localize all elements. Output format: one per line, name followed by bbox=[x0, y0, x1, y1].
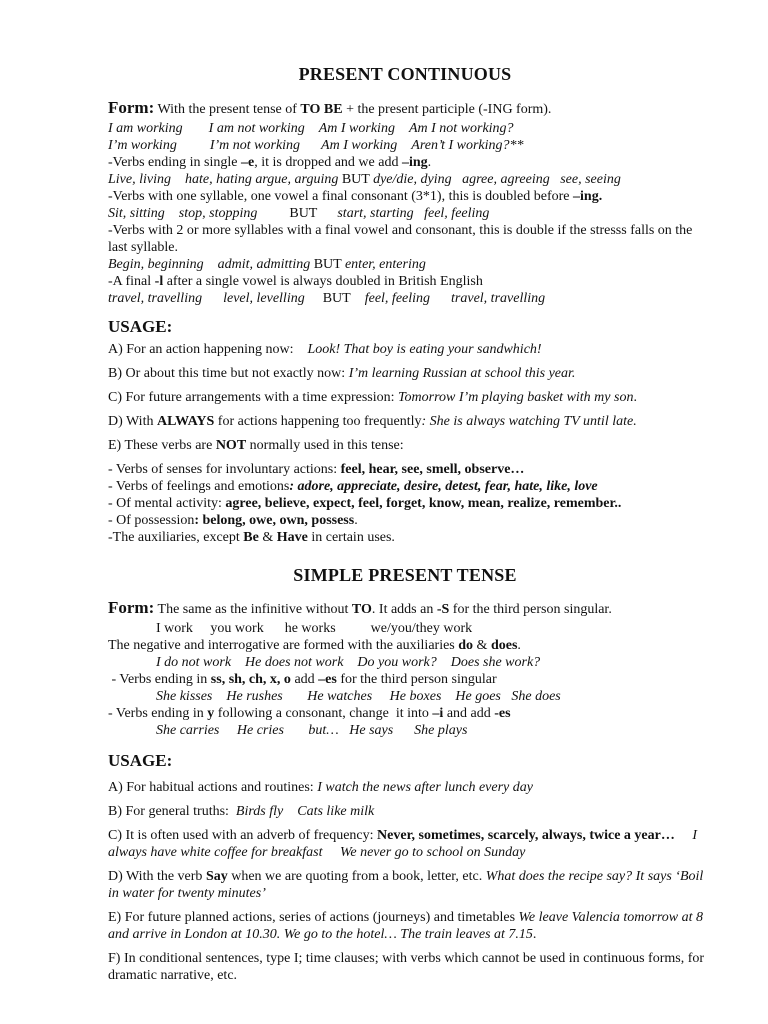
text: and add bbox=[443, 706, 495, 721]
text: NOT bbox=[215, 438, 247, 453]
text: Sit, sitting stop, stopping bbox=[108, 206, 258, 221]
text: . bbox=[354, 513, 358, 528]
pc-example: Am I not working? bbox=[408, 121, 514, 136]
text: : She is always watching TV until late. bbox=[421, 414, 637, 429]
sp-example-row-4: She carries He cries but… He says She plays bbox=[156, 723, 468, 738]
text: . bbox=[633, 390, 637, 405]
pc-rule-e bbox=[108, 154, 720, 171]
text: A) For habitual actions and routines: bbox=[108, 780, 318, 795]
text: –es bbox=[318, 672, 337, 687]
text: -es bbox=[494, 706, 511, 721]
text: , it is dropped and we add bbox=[254, 155, 402, 170]
pc-rule-l bbox=[108, 273, 720, 290]
pc-example: Am I working bbox=[321, 138, 398, 153]
text: E) These verbs are bbox=[108, 438, 216, 453]
text: - Of possession bbox=[108, 513, 195, 528]
text: travel, travelling level, levelling bbox=[108, 291, 305, 306]
pc-example-row-1 bbox=[108, 120, 720, 137]
text: TO bbox=[351, 602, 372, 617]
text: Birds fly Cats like milk bbox=[235, 804, 375, 819]
sp-rule-y bbox=[108, 705, 720, 722]
pc-usage-e bbox=[108, 437, 720, 454]
text: –ing bbox=[401, 155, 428, 170]
pc-usage-c bbox=[108, 389, 720, 406]
pc-verbs-senses bbox=[108, 461, 720, 478]
pc-verbs-auxiliaries bbox=[108, 529, 720, 546]
pc-form-text: With the present tense of bbox=[154, 102, 301, 117]
text: for the third person singular. bbox=[449, 602, 612, 617]
text: The same as the infinitive without bbox=[154, 602, 352, 617]
sp-usage-b bbox=[108, 803, 720, 820]
pc-rule-two-syllables: -Verbs with 2 or more syllables with a final vowel and consonant, this is double if the stresss falls on the last syllable. bbox=[108, 223, 693, 255]
pc-form-line bbox=[108, 98, 720, 120]
text: Never, sometimes, scarcely, always, twice a year… bbox=[377, 828, 675, 843]
pc-example: Am I working bbox=[318, 121, 395, 136]
pc-example: Aren’t I working?** bbox=[411, 138, 524, 153]
pc-usage-heading: USAGE: bbox=[108, 317, 173, 336]
text: y bbox=[207, 706, 215, 721]
pc-form-label: Form: bbox=[108, 98, 155, 117]
text: I watch the news after lunch every day bbox=[317, 780, 533, 795]
text: I always have white coffee for breakfast We never go to school on Sunday bbox=[108, 828, 701, 860]
pc-rule-two-examples bbox=[108, 256, 720, 273]
text: –ing. bbox=[573, 189, 603, 204]
pc-example-row-2 bbox=[108, 137, 720, 154]
text: C) For future arrangements with a time expression: bbox=[108, 390, 399, 405]
sp-usage-e bbox=[108, 909, 708, 943]
text: agree, believe, expect, feel, forget, know, mean, realize, remember.. bbox=[225, 496, 622, 511]
sp-negative-line bbox=[108, 637, 720, 654]
text: : adore, appreciate, desire, detest, fear, hate, like, love bbox=[289, 479, 598, 494]
sp-usage-f: F) In conditional sentences, type I; time clauses; with verbs which cannot be used in continuous forms, for dramatic narrative, etc. bbox=[108, 951, 705, 983]
text: D) With the verb bbox=[108, 869, 206, 884]
text: Form: bbox=[108, 598, 155, 617]
pc-rule-one-syllable bbox=[108, 188, 720, 205]
pc-example: I’m working bbox=[108, 138, 177, 153]
text: We leave Valencia tomorrow at 8 and arrive in London at 10.30. We go to the hotel… The train leaves at 7.15 bbox=[108, 910, 703, 942]
text: Say bbox=[205, 869, 228, 884]
pc-verbs-feelings bbox=[108, 478, 720, 495]
sp-usage-c bbox=[108, 827, 708, 861]
text: enter, entering bbox=[344, 257, 426, 272]
text: BUT bbox=[338, 172, 374, 187]
text: & bbox=[258, 530, 277, 545]
text: after a single vowel is always doubled in British English bbox=[163, 274, 483, 289]
pc-verbs-possession bbox=[108, 512, 720, 529]
text: when we are quoting from a book, letter, etc. bbox=[227, 869, 486, 884]
text: do bbox=[458, 638, 474, 653]
pc-form-tobe: TO BE bbox=[300, 102, 343, 117]
text: A) For an action happening now: bbox=[108, 342, 294, 357]
present-continuous-title: PRESENT CONTINUOUS bbox=[298, 64, 512, 84]
text: Have bbox=[276, 530, 308, 545]
text: - Verbs of feelings and emotions bbox=[108, 479, 290, 494]
text: C) It is often used with an adverb of frequency: bbox=[108, 828, 378, 843]
text: E) For future planned actions, series of actions (journeys) and timetables bbox=[108, 910, 519, 925]
text: does bbox=[490, 638, 518, 653]
sp-form-line bbox=[108, 598, 720, 620]
pc-rule-e-examples bbox=[108, 171, 720, 188]
text: B) Or about this time but not exactly now: bbox=[108, 366, 349, 381]
text: add bbox=[290, 672, 319, 687]
text: What does the recipe say? It says ‘Boil in water for twenty minutes’ bbox=[108, 869, 704, 901]
text: feel, hear, see, smell, observe… bbox=[340, 462, 525, 477]
text: Look! That boy is eating your sandwhich! bbox=[307, 342, 542, 357]
text: ALWAYS bbox=[156, 414, 215, 429]
text: : belong, owe, own, possess bbox=[194, 513, 355, 528]
text: The negative and interrogative are formed with the auxiliaries bbox=[108, 638, 459, 653]
text: - Verbs of senses for involuntary actions: bbox=[108, 462, 341, 477]
text: -l bbox=[154, 274, 164, 289]
text: - Verbs ending in bbox=[108, 706, 208, 721]
text: following a consonant, change it into bbox=[214, 706, 433, 721]
pc-form-text-2: + the present participle (-ING form). bbox=[342, 102, 552, 117]
pc-rule-one-examples bbox=[108, 205, 720, 222]
text: –e bbox=[240, 155, 255, 170]
text: I’m learning Russian at school this year. bbox=[348, 366, 576, 381]
text: dye/die, dying agree, agreeing see, seeing bbox=[373, 172, 621, 187]
text: . bbox=[427, 155, 432, 170]
pc-example: I am working bbox=[108, 121, 183, 136]
text: normally used in this tense: bbox=[246, 438, 404, 453]
text: –i bbox=[432, 706, 444, 721]
text: -S bbox=[436, 602, 450, 617]
text: ss, sh, ch, x, o bbox=[210, 672, 291, 687]
text: -A final bbox=[108, 274, 155, 289]
text: feel, feeling travel, travelling bbox=[364, 291, 546, 306]
text: start, starting feel, feeling bbox=[337, 206, 490, 221]
text: Tomorrow I’m playing basket with my son bbox=[398, 390, 634, 405]
simple-present-title: SIMPLE PRESENT TENSE bbox=[293, 565, 517, 585]
text: - Of mental activity: bbox=[108, 496, 226, 511]
text: -Verbs with one syllable, one vowel a final consonant (3*1), this is doubled before bbox=[108, 189, 574, 204]
text: BUT bbox=[289, 206, 318, 221]
sp-rule-es bbox=[108, 671, 720, 688]
pc-usage-a bbox=[108, 341, 720, 358]
text: -The auxiliaries, except bbox=[108, 530, 244, 545]
pc-rule-l-examples bbox=[108, 290, 720, 307]
text: Be bbox=[243, 530, 259, 545]
text: Begin, beginning admit, admitting bbox=[108, 257, 311, 272]
text: D) With bbox=[108, 414, 157, 429]
sp-example-row-3: She kisses He rushes He watches He boxes He goes She does bbox=[156, 689, 561, 704]
text: BUT bbox=[310, 257, 345, 272]
sp-usage-a bbox=[108, 779, 720, 796]
text: BUT bbox=[322, 291, 351, 306]
sp-example-row-2: I do not work He does not work Do you work? Does she work? bbox=[156, 655, 541, 670]
text: & bbox=[473, 638, 491, 653]
text: for actions happening too frequently bbox=[214, 414, 422, 429]
text: . It adds an bbox=[371, 602, 437, 617]
text: -Verbs ending in single bbox=[108, 155, 241, 170]
sp-usage-d bbox=[108, 868, 708, 902]
text: . bbox=[517, 638, 521, 653]
text: for the third person singular bbox=[336, 672, 497, 687]
pc-usage-b bbox=[108, 365, 720, 382]
pc-usage-d bbox=[108, 413, 720, 430]
text: B) For general truths: bbox=[108, 804, 236, 819]
text: . bbox=[532, 927, 537, 942]
sp-example-row-1: I work you work he works we/you/they work bbox=[156, 621, 473, 636]
text: in certain uses. bbox=[307, 530, 395, 545]
text: Live, living hate, hating argue, arguing bbox=[108, 172, 339, 187]
text: - Verbs ending in bbox=[108, 672, 211, 687]
pc-example: I’m not working bbox=[209, 138, 301, 153]
pc-example: I am not working bbox=[208, 121, 305, 136]
pc-verbs-mental bbox=[108, 495, 720, 512]
sp-usage-heading: USAGE: bbox=[108, 751, 173, 770]
